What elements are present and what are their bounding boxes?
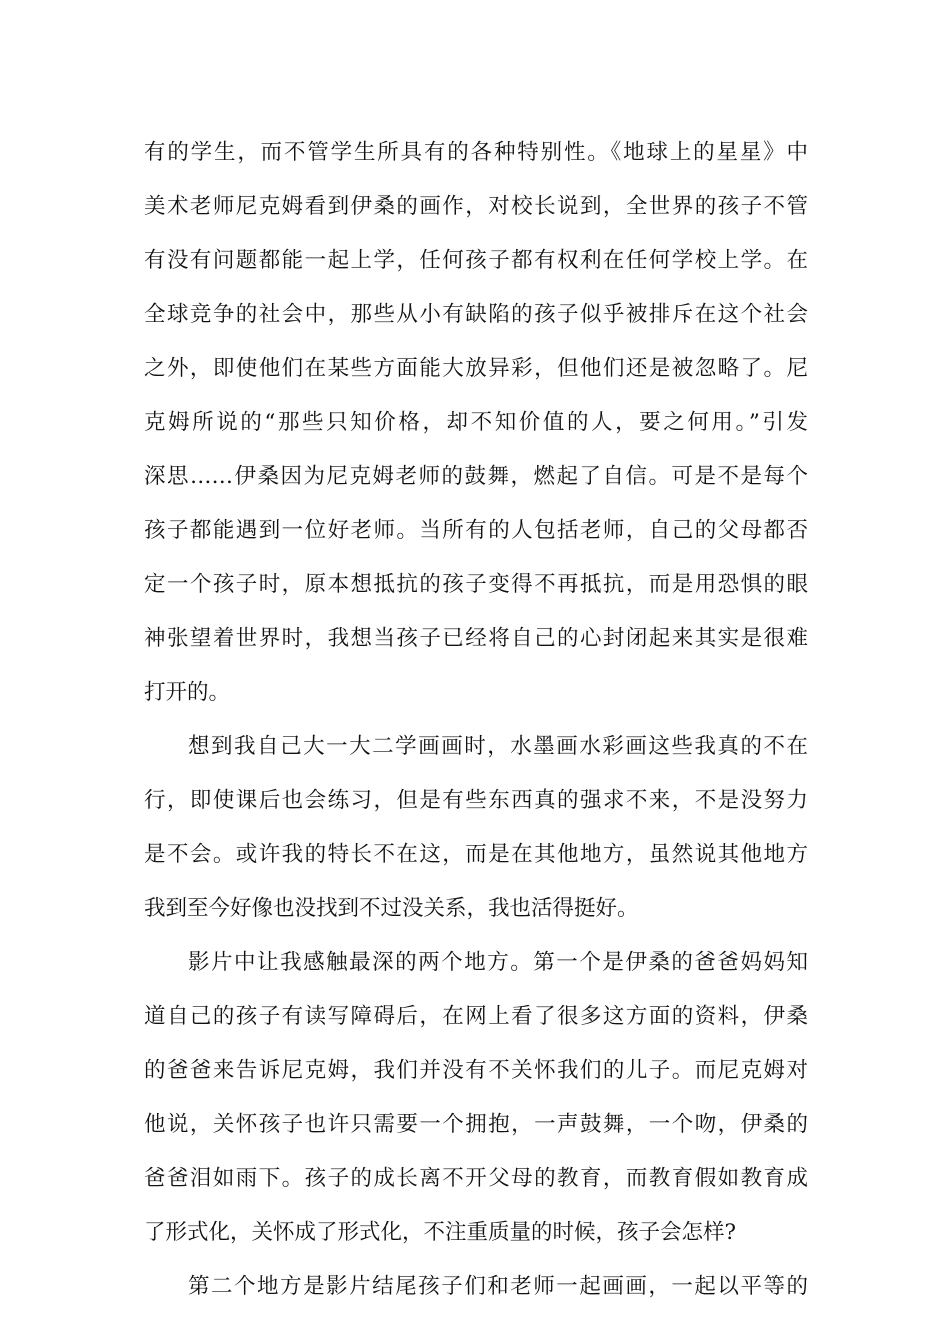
text-line: 克姆所说的“那些只知价格，却不知价值的人，要之何用。”引发 bbox=[144, 410, 808, 435]
text-line: 全球竞争的社会中，那些从小有缺陷的孩子似乎被排斥在这个社会 bbox=[144, 302, 808, 327]
text-line: 道自己的孩子有读写障碍后，在网上看了很多这方面的资料，伊桑 bbox=[144, 1004, 808, 1029]
text-line: 影片中让我感触最深的两个地方。第一个是伊桑的爸爸妈妈知 bbox=[188, 950, 808, 975]
text-line: 我到至今好像也没找到不过没关系，我也活得挺好。 bbox=[144, 896, 639, 921]
text-line: 深思……伊桑因为尼克姆老师的鼓舞，燃起了自信。可是不是每个 bbox=[144, 464, 808, 489]
text-line: 的爸爸来告诉尼克姆，我们并没有不关怀我们的儿子。而尼克姆对 bbox=[144, 1058, 808, 1083]
text-line: 美术老师尼克姆看到伊桑的画作，对校长说到，全世界的孩子不管 bbox=[144, 194, 808, 219]
document-body bbox=[144, 126, 808, 1314]
text-line: 打开的。 bbox=[144, 680, 231, 705]
text-line: 第二个地方是影片结尾孩子们和老师一起画画，一起以平等的 bbox=[188, 1274, 808, 1299]
text-line: 行，即使课后也会练习，但是有些东西真的强求不来，不是没努力 bbox=[144, 788, 808, 813]
text-line: 神张望着世界时，我想当孩子已经将自己的心封闭起来其实是很难 bbox=[144, 626, 808, 651]
paragraph-1 bbox=[144, 126, 808, 720]
text-line: 定一个孩子时，原本想抵抗的孩子变得不再抵抗，而是用恐惧的眼 bbox=[144, 572, 808, 597]
text-line: 孩子都能遇到一位好老师。当所有的人包括老师，自己的父母都否 bbox=[144, 518, 808, 543]
text-line: 爸爸泪如雨下。孩子的成长离不开父母的教育，而教育假如教育成 bbox=[144, 1166, 808, 1191]
text-line: 有没有问题都能一起上学，任何孩子都有权利在任何学校上学。在 bbox=[144, 248, 808, 273]
text-line: 了形式化，关怀成了形式化，不注重质量的时候，孩子会怎样? bbox=[144, 1220, 737, 1245]
text-line: 有的学生，而不管学生所具有的各种特别性。《地球上的星星》中 bbox=[144, 140, 808, 165]
paragraph-2 bbox=[144, 720, 808, 936]
text-line: 是不会。或许我的特长不在这，而是在其他地方，虽然说其他地方 bbox=[144, 842, 808, 867]
text-line: 想到我自己大一大二学画画时，水墨画水彩画这些我真的不在 bbox=[188, 734, 808, 759]
paragraph-4 bbox=[144, 1260, 808, 1314]
text-line: 他说，关怀孩子也许只需要一个拥抱，一声鼓舞，一个吻，伊桑的 bbox=[144, 1112, 808, 1137]
paragraph-3 bbox=[144, 936, 808, 1260]
text-line: 之外，即使他们在某些方面能大放异彩，但他们还是被忽略了。尼 bbox=[144, 356, 808, 381]
